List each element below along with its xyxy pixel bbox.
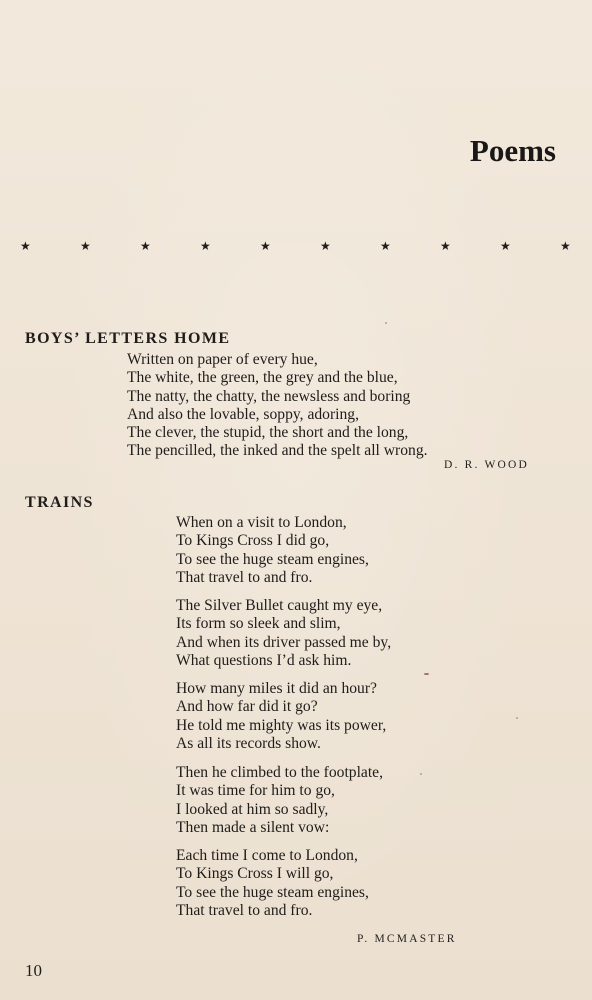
poem-stanza (176, 597, 391, 670)
verse-line: The white, the green, the grey and the blue, (127, 369, 398, 387)
paper-speck (424, 673, 429, 675)
paper-speck (516, 717, 518, 719)
verse-line: That travel to and fro. (176, 901, 313, 919)
verse-line: He told me mighty was its power, (176, 716, 387, 734)
paper-speck (385, 322, 387, 324)
poem-author: D. R. WOOD (444, 459, 530, 471)
verse-line: I looked at him so sadly, (176, 800, 329, 818)
verse-line: What questions I’d ask him. (176, 651, 352, 669)
divider-star-icon: ★ (140, 239, 151, 253)
verse-line: It was time for him to go, (176, 782, 335, 800)
poem-author: P. MCMASTER (357, 933, 457, 945)
verse-line: And also the lovable, soppy, adoring, (127, 405, 359, 423)
paper-speck (420, 773, 422, 775)
poem-stanza (127, 351, 428, 461)
divider-star-icon: ★ (20, 239, 31, 253)
divider-star-icon: ★ (320, 239, 331, 253)
verse-line: To see the huge steam engines, (176, 550, 369, 568)
divider-star-icon: ★ (80, 239, 91, 253)
verse-line: To see the huge steam engines, (176, 883, 369, 901)
star-divider (20, 236, 571, 256)
verse-line: The pencilled, the inked and the spelt all wrong. (127, 442, 428, 460)
verse-line: To Kings Cross I did go, (176, 532, 330, 550)
section-title: Poems (469, 133, 556, 168)
divider-star-icon: ★ (500, 239, 511, 253)
poem-title-trains: TRAINS (25, 494, 94, 511)
poem-stanza (176, 680, 386, 753)
verse-line: Its form so sleek and slim, (176, 615, 341, 633)
verse-line: The Silver Bullet caught my eye, (176, 597, 383, 614)
verse-line: As all its records show. (176, 734, 321, 752)
verse-line: That travel to and fro. (176, 568, 313, 586)
poem-stanza (176, 514, 369, 587)
verse-line: To Kings Cross I will go, (176, 865, 334, 883)
divider-star-icon: ★ (380, 239, 391, 253)
verse-line: The clever, the stupid, the short and the long, (127, 424, 409, 442)
poem-title-boys-letters-home: BOYS’ LETTERS HOME (25, 330, 231, 347)
verse-line: How many miles it did an hour? (176, 680, 377, 697)
verse-line: Then made a silent vow: (176, 818, 330, 836)
poem-stanza (176, 847, 369, 920)
divider-star-icon: ★ (200, 239, 211, 253)
verse-line: Then he climbed to the footplate, (176, 764, 383, 781)
divider-star-icon: ★ (260, 239, 271, 253)
verse-line: Each time I come to London, (176, 847, 358, 864)
verse-line: And how far did it go? (176, 698, 318, 716)
poem-stanza (176, 764, 383, 837)
verse-line: Written on paper of every hue, (127, 351, 318, 368)
verse-line: When on a visit to London, (176, 514, 347, 531)
page-number: 10 (25, 961, 42, 980)
divider-star-icon: ★ (560, 239, 571, 253)
verse-line: And when its driver passed me by, (176, 633, 392, 651)
divider-star-icon: ★ (440, 239, 451, 253)
verse-line: The natty, the chatty, the newsless and boring (127, 387, 411, 405)
